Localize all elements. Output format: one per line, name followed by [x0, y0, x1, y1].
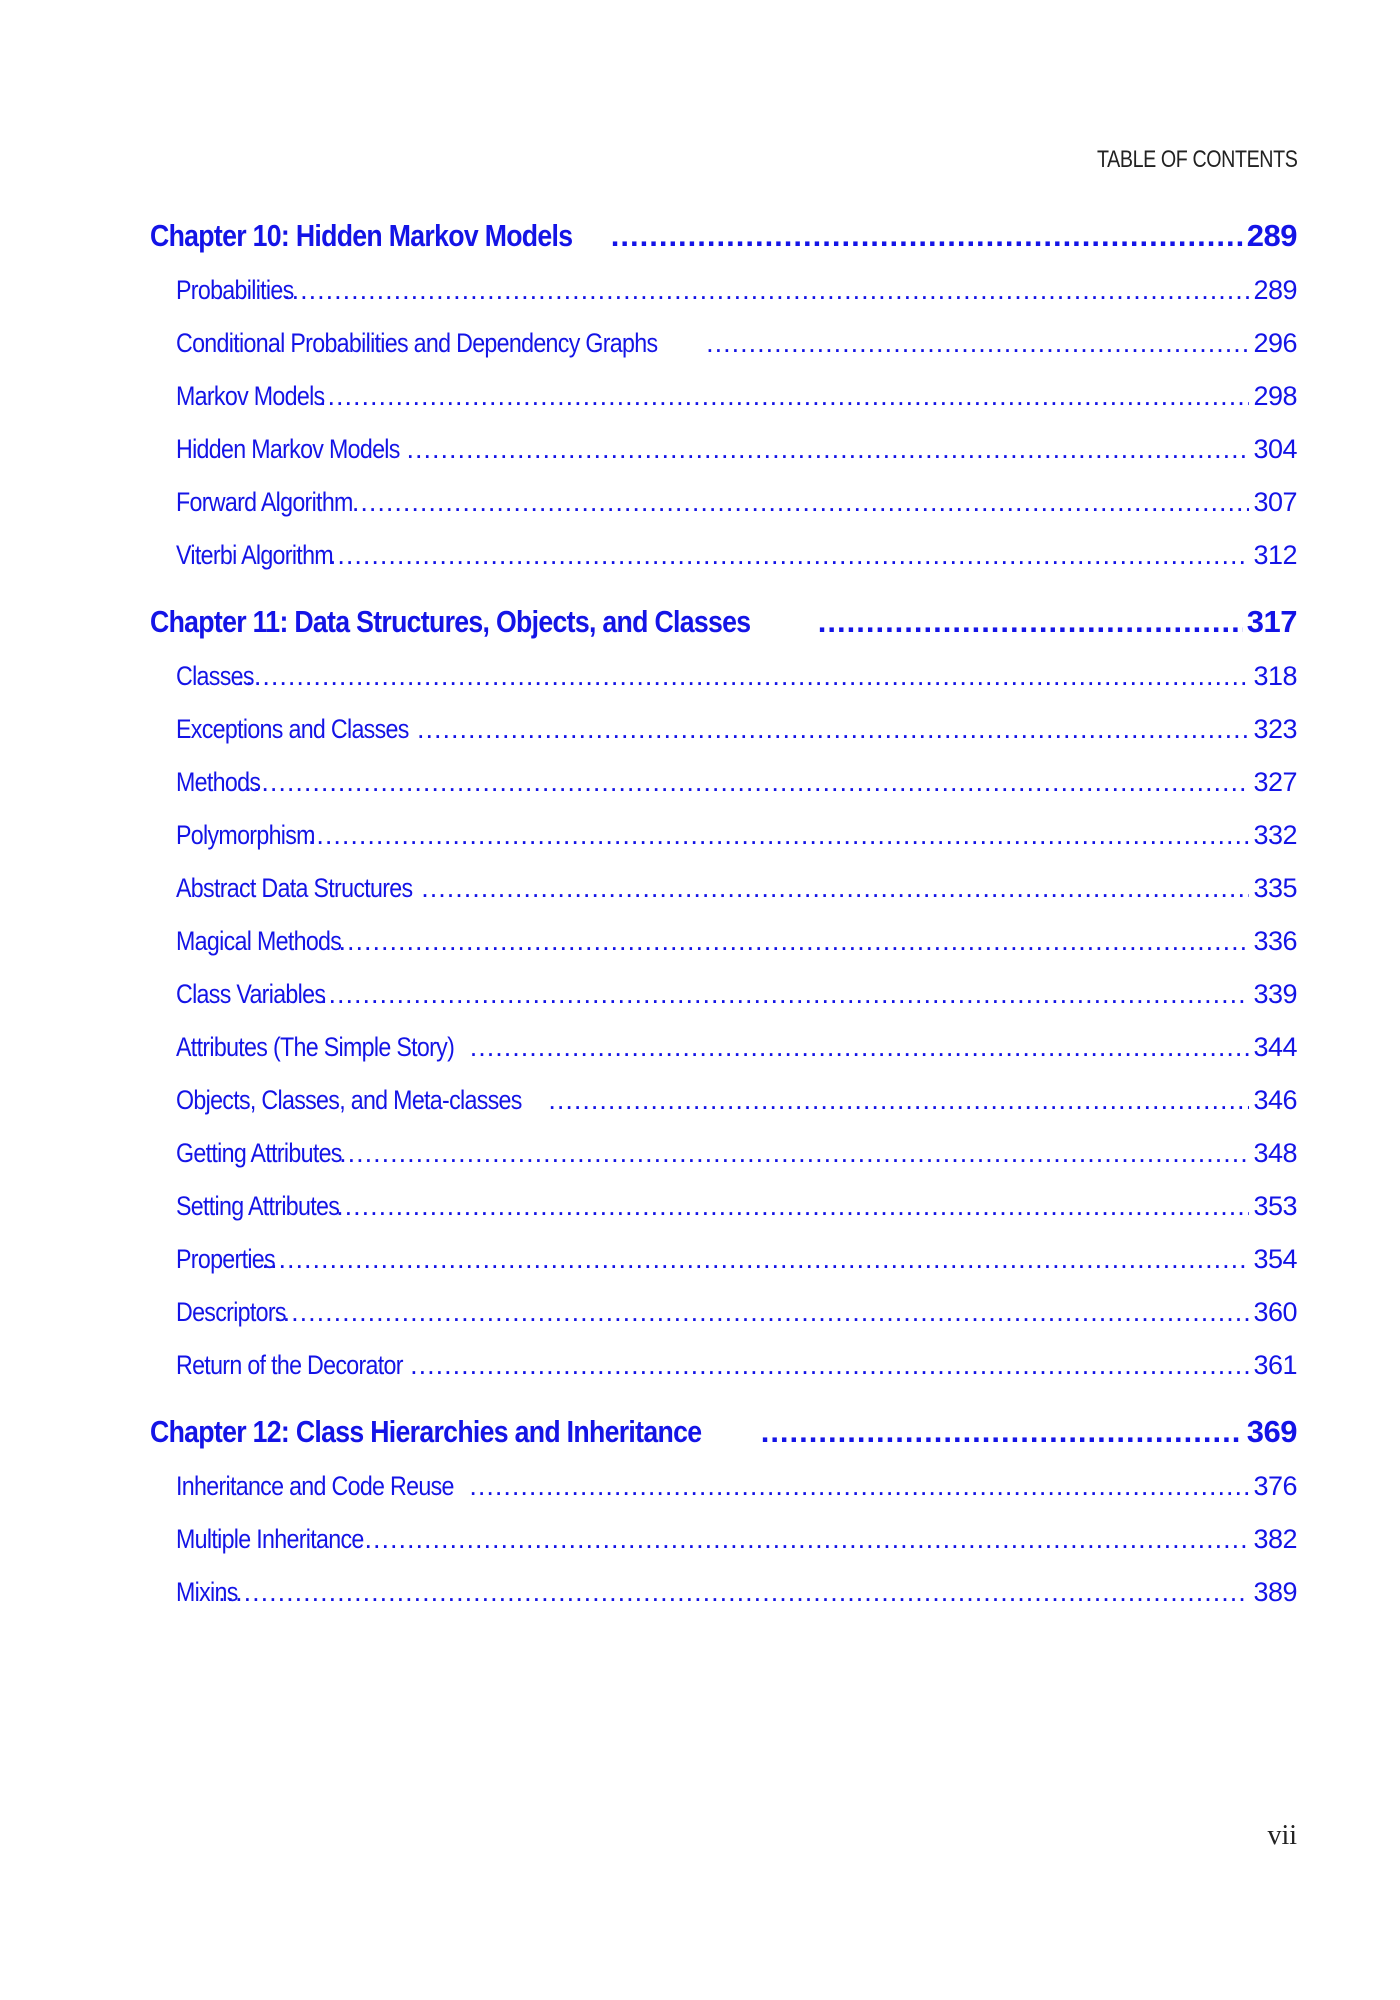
dot-leader	[410, 1339, 1249, 1392]
dot-leader	[818, 594, 1243, 650]
toc-section-link[interactable]	[150, 703, 1297, 756]
toc-chapter-link[interactable]	[150, 1404, 1297, 1460]
toc-entry-page: 369	[1246, 1414, 1297, 1449]
toc-entry-page: 298	[1253, 381, 1297, 411]
toc-entry-title: Mixins	[176, 1577, 238, 1607]
toc-section-link[interactable]	[150, 264, 1297, 317]
toc-entry-title: Class Variables	[176, 979, 326, 1009]
toc-entry-title: Inheritance and Code Reuse	[176, 1471, 454, 1501]
dot-leader	[283, 264, 1249, 317]
toc-entry-page: 361	[1253, 1350, 1297, 1380]
toc-entry-title: Abstract Data Structures	[176, 873, 413, 903]
dot-leader	[274, 1286, 1249, 1339]
dot-leader	[336, 1180, 1249, 1233]
toc-entry-page: 339	[1253, 979, 1297, 1009]
toc-entry-page: 353	[1253, 1191, 1297, 1221]
toc-entry-title: Exceptions and Classes	[176, 714, 409, 744]
toc-entry-page: 360	[1253, 1297, 1297, 1327]
toc-section-link[interactable]	[150, 968, 1297, 1021]
toc-section-link[interactable]	[150, 1127, 1297, 1180]
dot-leader	[218, 1566, 1249, 1619]
dot-leader	[319, 370, 1249, 423]
toc-section-link[interactable]	[150, 476, 1297, 529]
dot-leader	[470, 1021, 1250, 1074]
dot-leader	[261, 1233, 1249, 1286]
toc-entry-page: 317	[1246, 604, 1297, 639]
toc-entry-page: 382	[1253, 1524, 1297, 1554]
toc-chapter-link[interactable]	[150, 594, 1297, 650]
toc-entry-title: Getting Attributes	[176, 1138, 342, 1168]
dot-leader	[611, 208, 1243, 264]
toc-entry-title: Conditional Probabilities and Dependency Graphs	[176, 328, 658, 358]
dot-leader	[320, 968, 1249, 1021]
toc-entry-title: Objects, Classes, and Meta-classes	[176, 1085, 522, 1115]
toc-entry-title: Return of the Decorator	[176, 1350, 403, 1380]
toc-entry-page: 307	[1253, 487, 1297, 517]
toc-entry-title: Setting Attributes	[176, 1191, 340, 1221]
toc-entry-title: Classes	[176, 661, 254, 691]
toc-entry-title: Descriptors	[176, 1297, 286, 1327]
toc-entry-page: 323	[1253, 714, 1297, 744]
toc-entry-title: Methods	[176, 767, 261, 797]
page-number: vii	[1267, 1820, 1297, 1851]
toc-section-link[interactable]	[150, 317, 1297, 370]
dot-leader	[308, 809, 1250, 862]
toc-entry-page: 327	[1253, 767, 1297, 797]
toc-entry-page: 336	[1253, 926, 1297, 956]
toc-entry-page: 335	[1253, 873, 1297, 903]
table-of-contents	[150, 208, 1297, 1619]
dot-leader	[407, 423, 1250, 476]
toc-entry-page: 296	[1253, 328, 1297, 358]
toc-entry-title: Chapter 12: Class Hierarchies and Inheritance	[150, 1414, 702, 1449]
toc-section-link[interactable]	[150, 1339, 1297, 1392]
toc-entry-page: 354	[1253, 1244, 1297, 1274]
toc-entry-page: 304	[1253, 434, 1297, 464]
dot-leader	[352, 476, 1250, 529]
toc-entry-page: 344	[1253, 1032, 1297, 1062]
toc-section-link[interactable]	[150, 1286, 1297, 1339]
toc-entry-title: Viterbi Algorithm	[176, 540, 333, 570]
toc-section-link[interactable]	[150, 1021, 1297, 1074]
dot-leader	[548, 1074, 1249, 1127]
toc-section-link[interactable]	[150, 1513, 1297, 1566]
dot-leader	[469, 1460, 1249, 1513]
toc-entry-title: Polymorphism	[176, 820, 315, 850]
toc-entry-page: 312	[1253, 540, 1297, 570]
toc-entry-title: Markov Models	[176, 381, 325, 411]
toc-entry-page: 376	[1253, 1471, 1297, 1501]
toc-entry-page: 318	[1253, 661, 1297, 691]
toc-section-link[interactable]	[150, 423, 1297, 476]
dot-leader	[339, 1127, 1249, 1180]
toc-entry-title: Magical Methods	[176, 926, 342, 956]
dot-leader	[761, 1404, 1243, 1460]
toc-entry-page: 346	[1253, 1085, 1297, 1115]
toc-entry-page: 348	[1253, 1138, 1297, 1168]
toc-section-link[interactable]	[150, 1180, 1297, 1233]
toc-entry-title: Hidden Markov Models	[176, 434, 400, 464]
toc-entry-page: 289	[1246, 218, 1297, 253]
dot-leader	[421, 862, 1249, 915]
toc-section-link[interactable]	[150, 756, 1297, 809]
toc-entry-page: 289	[1253, 275, 1297, 305]
toc-section-link[interactable]	[150, 809, 1297, 862]
dot-leader	[365, 1513, 1250, 1566]
toc-section-link[interactable]	[150, 1233, 1297, 1286]
dot-leader	[706, 317, 1249, 370]
dot-leader	[237, 650, 1250, 703]
toc-entry-title: Probabilities	[176, 275, 294, 305]
toc-entry-title: Attributes (The Simple Story)	[176, 1032, 455, 1062]
toc-entry-title: Multiple Inheritance	[176, 1524, 364, 1554]
running-header: TABLE OF CONTENTS	[1096, 146, 1297, 173]
dot-leader	[329, 529, 1250, 582]
toc-section-link[interactable]	[150, 1074, 1297, 1127]
toc-section-link[interactable]	[150, 1460, 1297, 1513]
toc-entry-title: Chapter 11: Data Structures, Objects, and Classes	[150, 604, 751, 639]
toc-section-link[interactable]	[150, 650, 1297, 703]
toc-entry-title: Properties	[176, 1244, 275, 1274]
dot-leader	[417, 703, 1250, 756]
toc-section-link[interactable]	[150, 915, 1297, 968]
toc-section-link[interactable]	[150, 529, 1297, 582]
toc-section-link[interactable]	[150, 370, 1297, 423]
dot-leader	[338, 915, 1249, 968]
toc-section-link[interactable]	[150, 862, 1297, 915]
dot-leader	[244, 756, 1249, 809]
toc-entry-title: Forward Algorithm	[176, 487, 353, 517]
toc-section-link[interactable]	[150, 1566, 1297, 1619]
toc-chapter-link[interactable]	[150, 208, 1297, 264]
toc-entry-title: Chapter 10: Hidden Markov Models	[150, 218, 573, 253]
toc-entry-page: 332	[1253, 820, 1297, 850]
toc-entry-page: 389	[1253, 1577, 1297, 1607]
